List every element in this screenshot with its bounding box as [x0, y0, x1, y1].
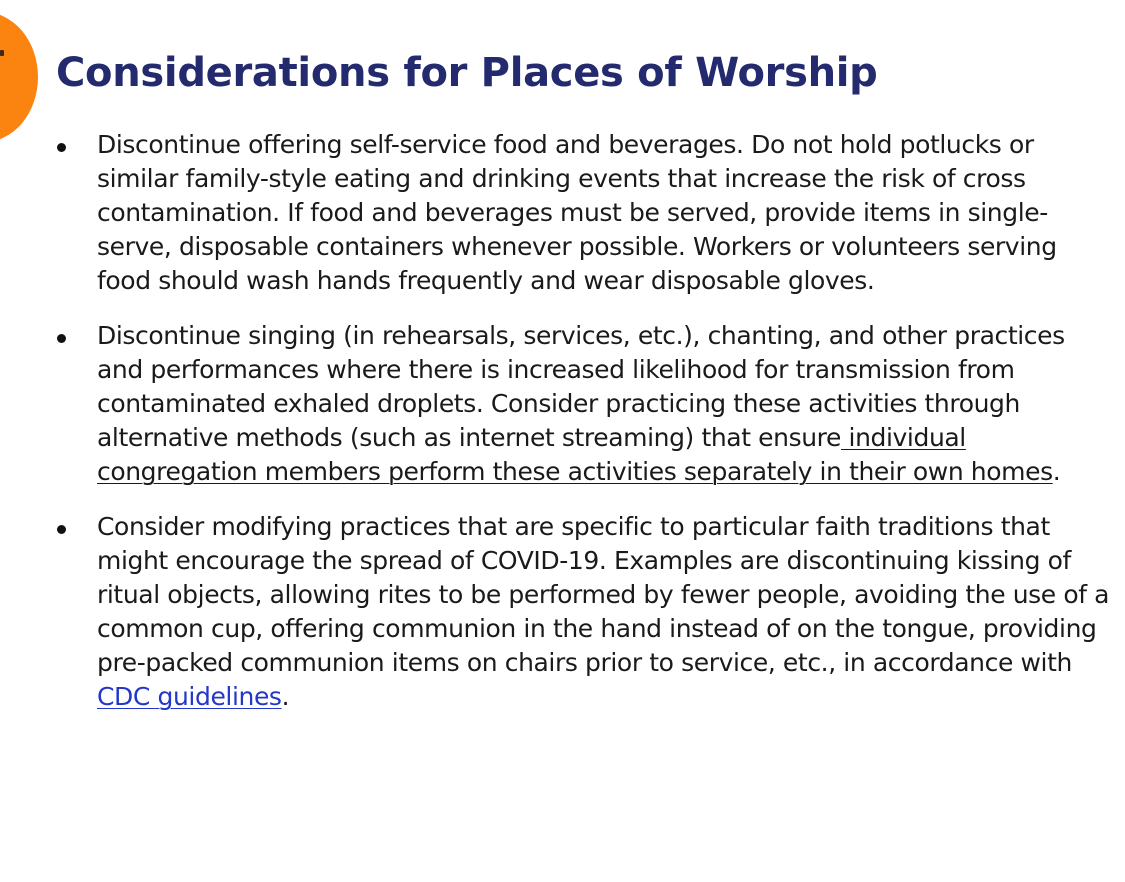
- list-item: [0, 510, 1110, 714]
- bullet-text-body: Discontinue singing (in rehearsals, services, etc.), chanting, and other practices and performances where there is increased likelihood for transmission from contaminated exhaled droplets. Consider practicing these activities through alternative methods (such as internet streaming) that ensure: [97, 321, 1065, 452]
- bullet-list: [0, 128, 1110, 735]
- bullet-text: [97, 319, 1110, 489]
- bullet-icon: [57, 525, 66, 534]
- decorative-circle: [0, 12, 38, 142]
- bullet-text-body: Consider modifying practices that are specific to particular faith traditions that might encourage the spread of COVID-19. Examples are discontinuing kissing of ritual objects, allowing rites to be performed by fewer people, avoiding the use of a common cup, offering communion in the hand instead of on the tongue, providing pre-packed communion items on chairs prior to service, etc., in accordance with: [97, 512, 1110, 677]
- bullet-text-end: .: [1052, 457, 1061, 486]
- bullet-text: [97, 510, 1110, 714]
- underlined-phrase: individual congregation members perform these activities separately in their own homes: [97, 423, 1053, 486]
- cdc-guidelines-link[interactable]: CDC guidelines: [97, 682, 282, 711]
- bullet-text: [97, 128, 1110, 298]
- list-item: [0, 128, 1110, 298]
- list-item: [0, 319, 1110, 489]
- bullet-text-body: Discontinue offering self-service food and beverages. Do not hold potlucks or similar family-style eating and drinking events that increase the risk of cross contamination. If food and beverages must be served, provide items in single-serve, disposable containers whenever possible. Workers or volunteers serving food should wash hands frequently and wear disposable gloves.: [97, 130, 1057, 295]
- bullet-text-end: .: [281, 682, 290, 711]
- bullet-icon: [57, 143, 66, 152]
- decorative-dot: [0, 50, 4, 56]
- bullet-icon: [57, 334, 66, 343]
- page-title: Considerations for Places of Worship: [56, 50, 878, 96]
